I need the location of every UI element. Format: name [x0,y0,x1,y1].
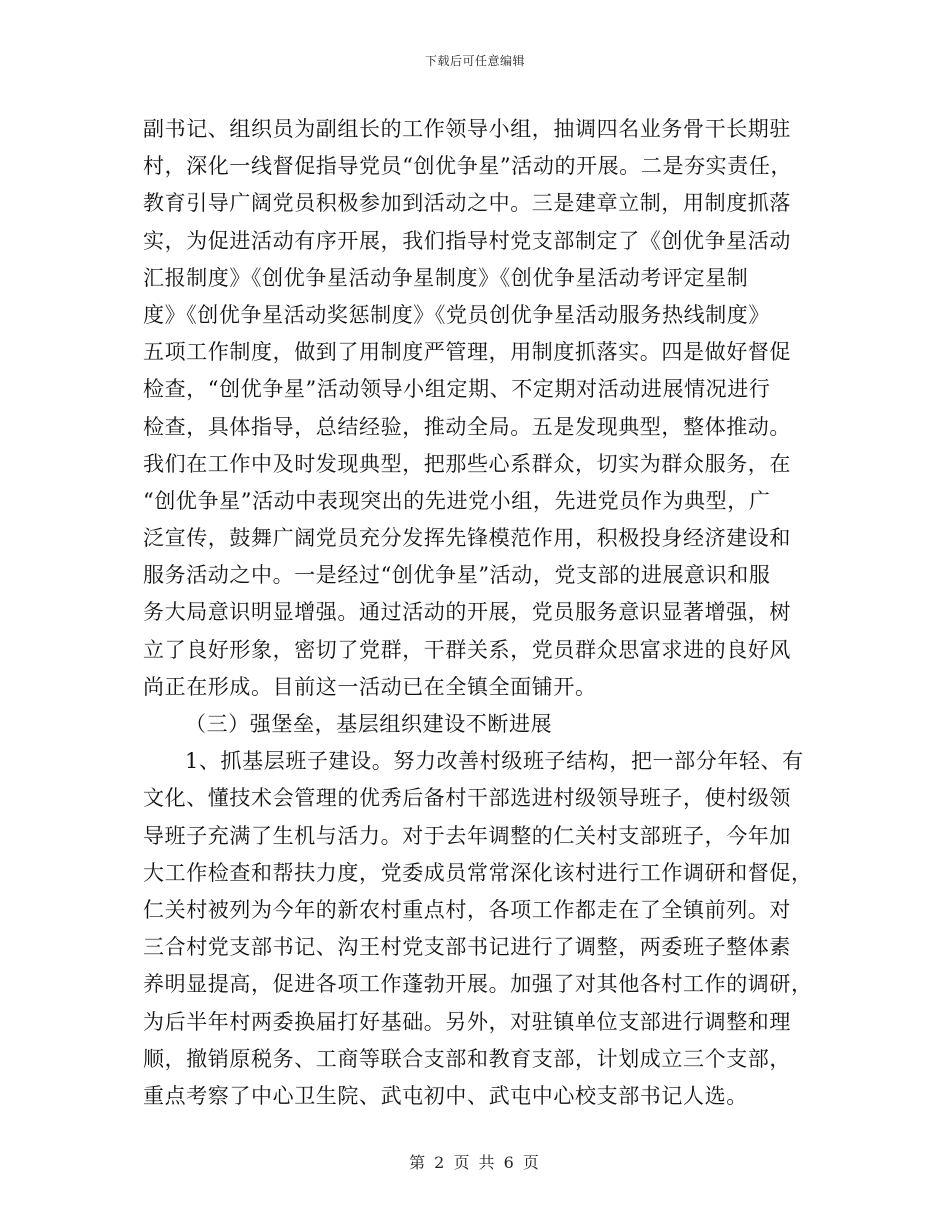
text-line: 仁关村被列为今年的新农村重点村，各项工作都走在了全镇前列。对 [143,897,791,922]
text-line: 文化、懂技术会管理的优秀后备村干部选进村级领导班子，使村级领 [143,786,791,811]
text-line: 大工作检查和帮扶力度，党委成员常常深化该村进行工作调研和督促， [143,860,813,885]
text-line: 检查，“创优争星”活动领导小组定期、不定期对活动进展情况进行 [143,377,771,402]
text-line: 实，为促进活动有序开展，我们指导村党支部制定了《创优争星活动 [143,228,791,253]
text-line: 副书记、组织员为副组长的工作领导小组，抽调四名业务骨干长期驻 [143,117,791,141]
text-line: 泛宣传，鼓舞广阔党员充分发挥先锋模范作用，积极投身经济建设和 [143,526,791,551]
text-line: 三合村党支部书记、沟王村党支部书记进行了调整，两委班子整体素 [143,935,791,960]
text-line: 五项工作制度，做到了用制度严管理，用制度抓落实。四是做好督促 [143,340,791,365]
text-line: 村，深化一线督促指导党员“创优争星”活动的开展。二是夯实责任， [143,154,793,179]
text-line: 导班子充满了生机与活力。对于去年调整的仁关村支部班子，今年加 [143,823,791,848]
text-line: 1、抓基层班子建设。努力改善村级班子结构，把一部分年轻、有 [185,749,804,774]
text-line: 汇报制度》《创优争星活动争星制度》《创优争星活动考评定星制 [143,265,749,290]
text-line: 养明显提高，促进各项工作蓬勃开展。加强了对其他各村工作的调研， [143,972,813,997]
text-line: 尚正在形成。目前这一活动已在全镇全面铺开。 [143,674,597,699]
text-line: 教育引导广阔党员积极参加到活动之中。三是建章立制，用制度抓落 [143,191,791,216]
text-line: 立了良好形象，密切了党群，干群关系，党员群众思富求进的良好风 [143,637,791,662]
page-footer: 第 2 页 共 6 页 [409,1153,541,1172]
text-line: 服务活动之中。一是经过“创优争星”活动，党支部的进展意识和服 [143,563,771,588]
body-text [143,111,823,1115]
section-heading: （三）强堡垒，基层组织建设不断进展 [185,712,553,736]
text-line: 度》《创优争星活动奖惩制度》《党员创优争星活动服务热线制度》 [143,302,770,327]
text-line: 务大局意识明显增强。通过活动的开展，党员服务意识显著增强，树 [143,600,791,625]
text-line: 我们在工作中及时发现典型，把那些心系群众，切实为群众服务，在 [143,451,791,476]
text-line: “创优争星”活动中表现突出的先进党小组，先进党员作为典型，广 [143,488,771,513]
text-line: 检查，具体指导，总结经验，推动全局。五是发现典型，整体推动。 [143,414,791,439]
page-header: 下载后可任意编辑 [424,54,525,68]
text-line: 为后半年村两委换届打好基础。另外，对驻镇单位支部进行调整和理 [143,1009,791,1034]
text-line: 重点考察了中心卫生院、武屯初中、武屯中心校支部书记人选。 [143,1083,748,1108]
text-line: 顺，撤销原税务、工商等联合支部和教育支部，计划成立三个支部， [143,1046,791,1071]
